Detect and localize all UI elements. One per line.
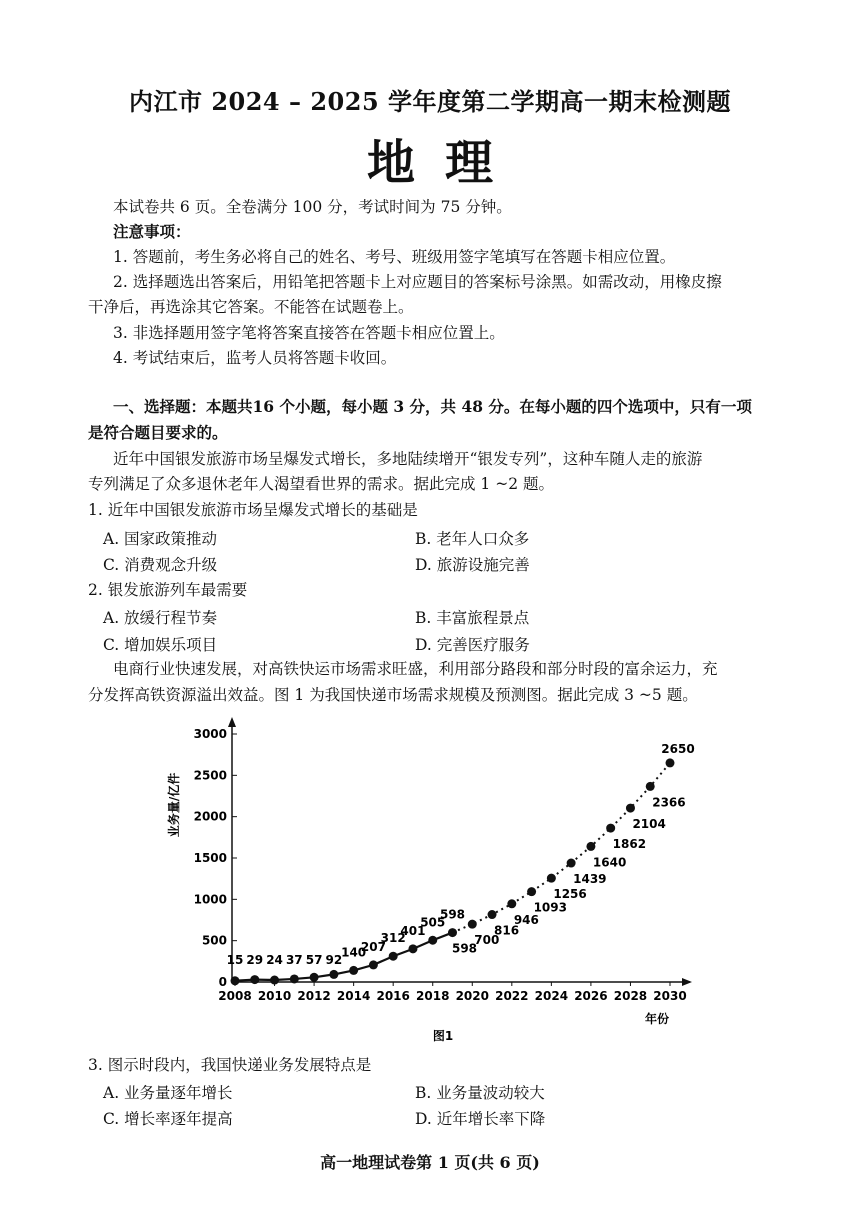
data-point xyxy=(389,952,398,961)
data-label: 1439 xyxy=(573,872,607,887)
passage-1-line-1: 近年中国银发旅游市场呈爆发式增长，多地陆续增开“银发专列”，这种车随人走的旅游 xyxy=(113,450,703,468)
x-tick-label: 2010 xyxy=(257,989,292,1003)
question-2-option-b: B. 丰富旅程景点 xyxy=(415,609,530,627)
y-tick-label: 2000 xyxy=(193,809,227,824)
question-1-option-d: D. 旅游设施完善 xyxy=(415,556,530,574)
data-label: 700 xyxy=(474,933,500,948)
data-point xyxy=(270,976,279,985)
y-tick-label: 0 xyxy=(218,975,227,989)
data-point xyxy=(448,928,457,937)
note-3: 3. 非选择题用签字笔将答案直接答在答题卡相应位置上。 xyxy=(113,324,505,342)
chart-caption: 图1 xyxy=(432,1029,454,1043)
data-label: 24 xyxy=(266,953,283,967)
data-label: 2104 xyxy=(632,817,666,832)
x-tick-label: 2022 xyxy=(495,989,529,1003)
data-point xyxy=(290,974,299,983)
data-point xyxy=(369,960,378,969)
x-tick-label: 2018 xyxy=(416,989,450,1003)
data-point xyxy=(231,976,240,985)
data-point xyxy=(310,973,319,982)
notes-title: 注意事项： xyxy=(113,222,191,241)
data-label: 312 xyxy=(380,931,406,946)
question-3-option-c: C. 增长率逐年提高 xyxy=(103,1110,233,1128)
question-1-option-c: C. 消费观念升级 xyxy=(103,556,218,574)
exam-info: 本试卷共 6 页。全卷满分 100 分，考试时间为 75 分钟。 xyxy=(113,198,512,216)
y-tick-label: 1000 xyxy=(193,892,227,907)
question-2-stem: 2. 银发旅游列车最需要 xyxy=(88,581,248,599)
data-label: 29 xyxy=(246,953,264,967)
data-point xyxy=(666,758,675,767)
data-label: 2650 xyxy=(661,741,695,756)
page-footer: 高一地理试卷第 1 页(共 6 页) xyxy=(320,1153,540,1172)
data-label: 37 xyxy=(285,953,303,967)
section-heading-b: 是符合题目要求的。 xyxy=(88,423,228,442)
question-2-option-d: D. 完善医疗服务 xyxy=(415,636,530,654)
data-label: 92 xyxy=(325,953,343,967)
data-label: 140 xyxy=(341,945,367,960)
note-2b: 干净后，再选涂其它答案。不能答在试题卷上。 xyxy=(88,298,414,316)
data-point xyxy=(547,874,556,883)
data-point xyxy=(507,899,516,908)
data-label: 1640 xyxy=(592,855,627,870)
x-tick-label: 2014 xyxy=(336,989,371,1003)
data-label: 946 xyxy=(513,912,539,927)
data-label: 207 xyxy=(360,939,386,954)
data-point xyxy=(626,804,635,813)
data-point xyxy=(468,920,477,929)
express-volume-chart xyxy=(150,715,710,1045)
y-axis-label: 业务量/亿件 xyxy=(167,772,181,838)
x-axis-arrow xyxy=(682,978,692,986)
exam-title: 内江市 2024 – 2025 学年度第二学期高一期末检测题 xyxy=(128,87,731,116)
data-point xyxy=(488,910,497,919)
data-point xyxy=(250,975,259,984)
data-label: 598 xyxy=(439,907,466,922)
data-label: 1256 xyxy=(553,887,587,902)
data-point xyxy=(646,782,655,791)
data-label: 2366 xyxy=(652,795,686,810)
note-4: 4. 考试结束后，监考人员将答题卡收回。 xyxy=(113,349,397,367)
passage-1-line-2: 专列满足了众多退休老年人渴望看世界的需求。据此完成 1 ~2 题。 xyxy=(88,475,554,493)
subject-title: 地理 xyxy=(366,135,523,191)
note-2a: 2. 选择题选出答案后，用铅笔把答题卡上对应题目的答案标号涂黑。如需改动，用橡皮擦 xyxy=(113,273,722,291)
x-tick-label: 2026 xyxy=(574,989,608,1003)
data-label: 15 xyxy=(226,953,244,967)
note-1: 1. 答题前，考生务必将自己的姓名、考号、班级用签字笔填写在答题卡相应位置。 xyxy=(113,248,676,266)
x-tick-label: 2028 xyxy=(613,989,648,1003)
data-label: 505 xyxy=(420,915,446,930)
data-point xyxy=(527,887,536,896)
data-point xyxy=(428,936,437,945)
data-label: 598 xyxy=(451,941,478,956)
question-1-option-a: A. 国家政策推动 xyxy=(103,530,218,548)
data-point xyxy=(606,824,615,833)
data-point xyxy=(567,859,576,868)
question-3-option-b: B. 业务量波动较大 xyxy=(415,1084,545,1102)
x-tick-label: 2016 xyxy=(376,989,410,1003)
y-tick-label: 2500 xyxy=(193,768,227,783)
x-tick-label: 2012 xyxy=(297,989,331,1003)
passage-2-line-2: 分发挥高铁资源溢出效益。图 1 为我国快递市场需求规模及预测图。据此完成 3 ~5 题。 xyxy=(88,686,698,704)
data-point xyxy=(329,970,338,979)
y-axis-arrow xyxy=(228,717,236,727)
data-label: 401 xyxy=(400,923,426,938)
question-3-option-a: A. 业务量逐年增长 xyxy=(103,1084,233,1102)
data-label: 57 xyxy=(305,953,323,967)
x-axis-label: 年份 xyxy=(645,1012,670,1026)
question-3-option-d: D. 近年增长率下降 xyxy=(415,1110,546,1128)
data-label: 1093 xyxy=(533,900,567,915)
x-tick-label: 2008 xyxy=(218,989,252,1003)
y-tick-label: 3000 xyxy=(193,727,227,741)
question-2-option-c: C. 增加娱乐项目 xyxy=(103,636,218,654)
y-tick-label: 1500 xyxy=(193,851,227,865)
question-3-stem: 3. 图示时段内，我国快递业务发展特点是 xyxy=(88,1056,372,1074)
x-tick-label: 2024 xyxy=(534,989,569,1003)
section-heading-a: 一、选择题：本题共16 个小题，每小题 3 分，共 48 分。在每小题的四个选项中，只有一项 xyxy=(113,397,752,416)
data-point xyxy=(408,944,417,953)
question-1-option-b: B. 老年人口众多 xyxy=(415,530,530,548)
data-label: 1862 xyxy=(612,837,647,852)
x-tick-label: 2030 xyxy=(653,989,687,1003)
question-1-stem: 1. 近年中国银发旅游市场呈爆发式增长的基础是 xyxy=(88,501,418,519)
data-point xyxy=(349,966,358,975)
data-label: 816 xyxy=(494,923,520,938)
data-point xyxy=(586,842,595,851)
passage-2-line-1: 电商行业快速发展，对高铁快运市场需求旺盛，利用部分路段和部分时段的富余运力，充 xyxy=(113,660,718,678)
question-2-option-a: A. 放缓行程节奏 xyxy=(103,609,218,627)
x-tick-label: 2020 xyxy=(455,989,489,1003)
y-tick-label: 500 xyxy=(201,933,227,948)
